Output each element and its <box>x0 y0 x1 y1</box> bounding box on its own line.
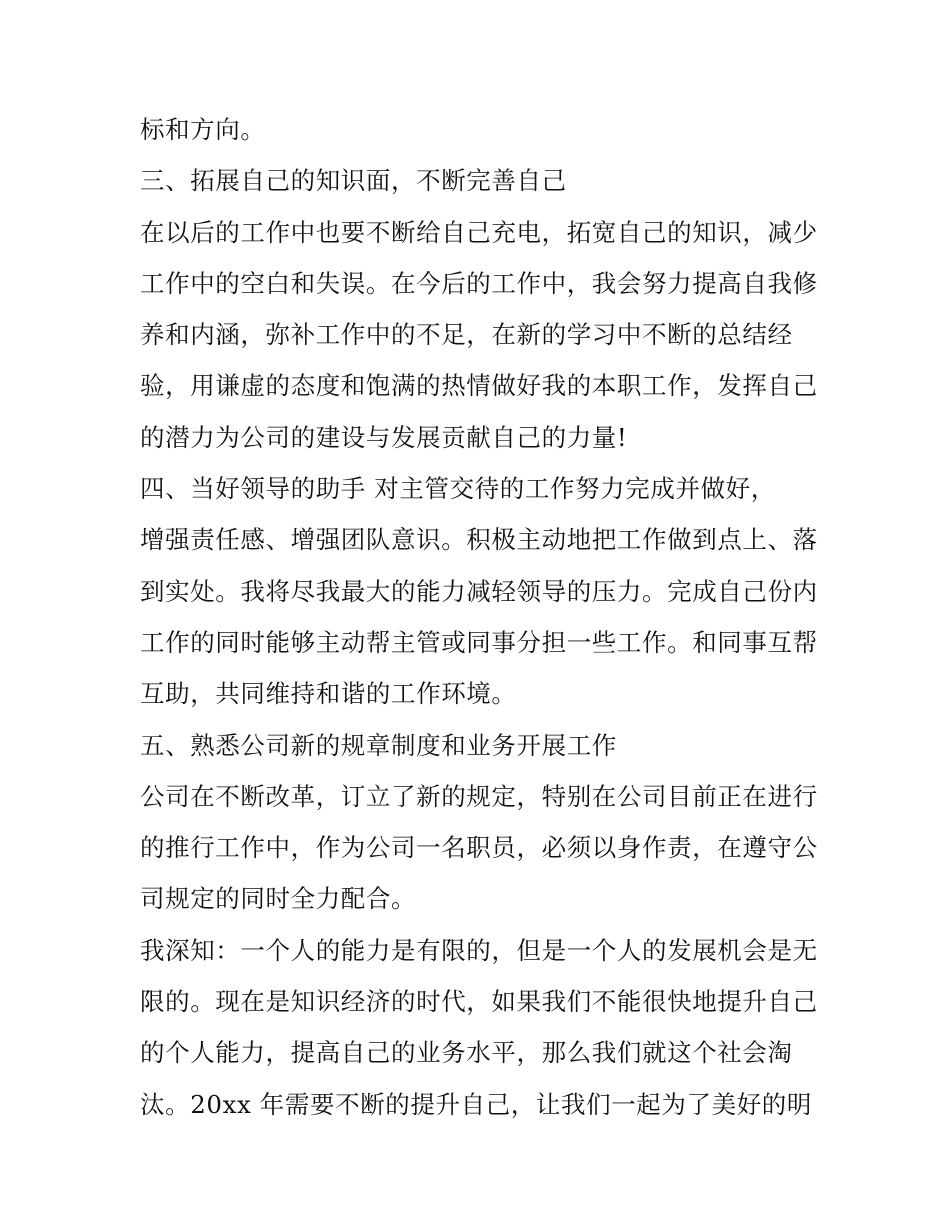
text-line: 养和内涵，弥补工作中的不足，在新的学习中不断的总结经 <box>140 320 793 350</box>
section-heading-4: 四、当好领导的助手 对主管交待的工作努力完成并做好， <box>140 474 776 504</box>
text-line: 标和方向。 <box>140 115 266 144</box>
text-line: 验，用谦虚的态度和饱满的热情做好我的本职工作，发挥自己 <box>140 371 818 401</box>
text-line: 司规定的同时全力配合。 <box>140 884 417 914</box>
text-line: 工作的同时能够主动帮主管或同事分担一些工作。和同事互帮 <box>140 627 818 657</box>
section-heading-5: 五、熟悉公司新的规章制度和业务开展工作 <box>140 730 617 760</box>
text-line: 增强责任感、增强团队意识。积极主动地把工作做到点上、落 <box>140 525 818 555</box>
text-line: 的潜力为公司的建设与发展贡献自己的力量! <box>140 422 628 452</box>
text-line: 汰。20xx 年需要不断的提升自己，让我们一起为了美好的明 <box>140 1089 812 1119</box>
document-body <box>140 104 830 1130</box>
text-line: 工作中的空白和失误。在今后的工作中，我会努力提高自我修 <box>140 268 818 298</box>
text-line: 公司在不断改革，订立了新的规定，特别在公司目前正在进行 <box>140 781 818 811</box>
text-line: 我深知：一个人的能力是有限的，但是一个人的发展机会是无 <box>140 935 818 965</box>
section-heading-3: 三、拓展自己的知识面，不断完善自己 <box>140 166 567 196</box>
text-line: 限的。现在是知识经济的时代，如果我们不能很快地提升自己 <box>140 987 818 1017</box>
text-line: 的推行工作中，作为公司一名职员，必须以身作责，在遵守公 <box>140 833 818 863</box>
text-line: 在以后的工作中也要不断给自己充电，拓宽自己的知识，减少 <box>140 217 818 247</box>
text-line: 的个人能力，提高自己的业务水平，那么我们就这个社会淘 <box>140 1038 793 1068</box>
text-line: 到实处。我将尽我最大的能力减轻领导的压力。完成自己份内 <box>140 576 818 606</box>
text-line: 互助，共同维持和谐的工作环境。 <box>140 679 517 709</box>
